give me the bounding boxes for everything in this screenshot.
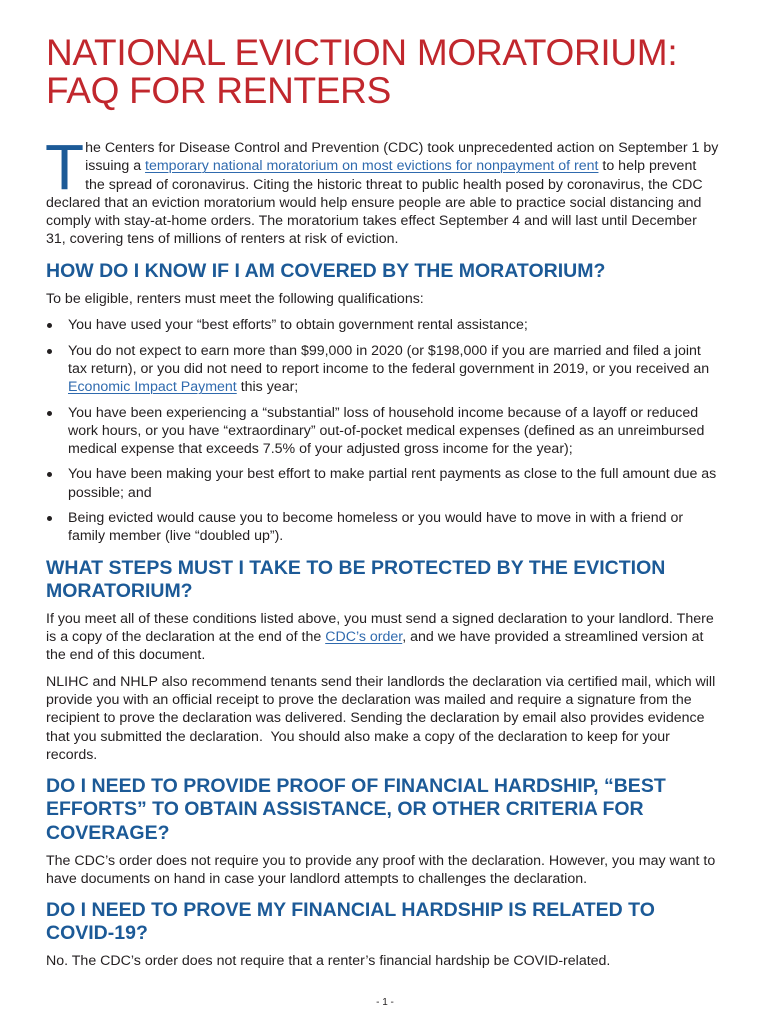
paragraph-line: have documents on hand in case your landlord attempts to challenges the declaration. bbox=[46, 870, 588, 887]
list-item-line: You do not expect to earn more than $99,000 in 2020 (or $198,000 if you are married and filed a joint bbox=[68, 342, 701, 359]
intro-line: declared that an eviction moratorium would help ensure people are able to practice social distancing and bbox=[46, 194, 702, 211]
intro-line: comply with stay-at-home orders. The moratorium takes effect September 4 and will last until December bbox=[46, 213, 697, 230]
economic-impact-payment-link[interactable]: Economic Impact Payment bbox=[68, 379, 237, 396]
heading-line: MORATORIUM? bbox=[46, 579, 193, 602]
section-covid-related bbox=[46, 899, 770, 970]
section-steps bbox=[46, 557, 770, 764]
paragraph-line: No. The CDC’s order does not require that a renter’s financial hardship be COVID-related. bbox=[46, 953, 611, 970]
list-item-line: You have been experiencing a “substantial” loss of household income because of a layoff or reduced bbox=[68, 404, 699, 421]
heading-line: WHAT STEPS MUST I TAKE TO BE PROTECTED BY THE EVICTION bbox=[46, 556, 666, 579]
paragraph bbox=[46, 952, 770, 970]
text-segment: , and we have provided a streamlined version at bbox=[402, 629, 704, 646]
heading-line: EFFORTS” TO OBTAIN ASSISTANCE, OR OTHER CRITERIA FOR bbox=[46, 798, 644, 821]
list-item-line: You have been making your best effort to make partial rent payments as close to the full amount due as bbox=[68, 466, 717, 483]
list-item-line: possible; and bbox=[68, 484, 152, 501]
list-item bbox=[46, 316, 770, 334]
paragraph-line: that you submitted the declaration. You should also make a copy of the declaration to keep for your bbox=[46, 728, 670, 745]
list-item bbox=[46, 404, 770, 459]
intro-line bbox=[46, 157, 770, 175]
intro-paragraph bbox=[45, 131, 770, 249]
page-title-line: FAQ FOR RENTERS bbox=[46, 70, 391, 111]
heading-line: COVID-19? bbox=[46, 922, 148, 945]
paragraph-line: The CDC’s order does not require you to provide any proof with the declaration. However, you may want to bbox=[46, 852, 716, 869]
list-item-line: tax return), or you did not need to report income to the federal government in 2019, or you received an bbox=[68, 360, 710, 377]
section-heading bbox=[46, 899, 770, 946]
page-title-line: NATIONAL EVICTION MORATORIUM: bbox=[46, 32, 678, 73]
section-heading bbox=[46, 260, 770, 283]
heading-line: HOW DO I KNOW IF I AM COVERED BY THE MORATORIUM? bbox=[46, 259, 606, 282]
paragraph-line: records. bbox=[46, 746, 98, 763]
list-item-line: Being evicted would cause you to become homeless or you would have to move in with a friend or bbox=[68, 510, 684, 527]
list-item-line: family member (live “doubled up”). bbox=[68, 528, 284, 545]
paragraph bbox=[46, 852, 770, 889]
section-coverage bbox=[46, 260, 770, 546]
text-segment: is a copy of the declaration at the end of the bbox=[46, 629, 326, 646]
bullet-icon bbox=[47, 472, 52, 477]
drop-cap: T bbox=[45, 131, 85, 203]
intro-line: the spread of coronavirus. Citing the historic threat to public health posed by coronavirus, the CDC bbox=[85, 176, 703, 193]
paragraph-line: the end of this document. bbox=[46, 647, 206, 664]
cdc-order-link[interactable]: CDC’s order bbox=[325, 629, 403, 646]
paragraph-line: recipient to prove the declaration was delivered. Sending the declaration by email also provides evidence bbox=[46, 710, 705, 727]
qualifications-list bbox=[46, 316, 770, 545]
page-number: - 1 - bbox=[376, 997, 394, 1008]
paragraph bbox=[46, 673, 770, 764]
paragraph-line: If you meet all of these conditions listed above, you must send a signed declaration to your landlord. There bbox=[46, 610, 714, 627]
text-segment: issuing a bbox=[85, 158, 146, 175]
list-item bbox=[46, 342, 770, 397]
heading-line: COVERAGE? bbox=[46, 821, 170, 844]
text-segment: this year; bbox=[236, 379, 299, 396]
list-item-line: medical expense that exceeds 7.5% of your adjusted gross income for the year); bbox=[68, 441, 573, 458]
section-heading bbox=[46, 557, 770, 604]
text-segment: to help prevent bbox=[598, 158, 697, 175]
list-item bbox=[46, 509, 770, 546]
heading-line: DO I NEED TO PROVIDE PROOF OF FINANCIAL HARDSHIP, “BEST bbox=[46, 775, 666, 798]
bullet-icon bbox=[47, 323, 52, 328]
paragraph bbox=[46, 610, 770, 665]
section-heading bbox=[46, 775, 770, 845]
paragraph-line bbox=[46, 628, 770, 646]
page-title bbox=[46, 34, 770, 110]
bullet-icon bbox=[47, 349, 52, 354]
bullet-icon bbox=[47, 516, 52, 521]
heading-line: DO I NEED TO PROVE MY FINANCIAL HARDSHIP IS RELATED TO bbox=[46, 899, 655, 922]
intro-line: 31, covering tens of millions of renters at risk of eviction. bbox=[46, 231, 399, 248]
paragraph-line: provide you with an official receipt to prove the declaration was mailed and require a signature from the bbox=[46, 691, 692, 708]
paragraph-line: To be eligible, renters must meet the following qualifications: bbox=[46, 290, 424, 307]
list-item bbox=[46, 465, 770, 502]
paragraph-line: NLIHC and NHLP also recommend tenants send their landlords the declaration via certified mail, which will bbox=[46, 673, 716, 690]
paragraph bbox=[46, 290, 770, 308]
list-item-line bbox=[68, 378, 770, 396]
moratorium-order-link[interactable]: temporary national moratorium on most evictions for nonpayment of rent bbox=[145, 158, 599, 175]
section-proof bbox=[46, 775, 770, 888]
list-item-line: work hours, or you have “extraordinary” out-of-pocket medical expenses (defined as an unreimbursed bbox=[68, 422, 705, 439]
bullet-icon bbox=[47, 411, 52, 416]
intro-line: he Centers for Disease Control and Prevention (CDC) took unprecedented action on September 1 by bbox=[85, 140, 719, 156]
list-item-line: You have used your “best efforts” to obtain government rental assistance; bbox=[68, 317, 528, 334]
